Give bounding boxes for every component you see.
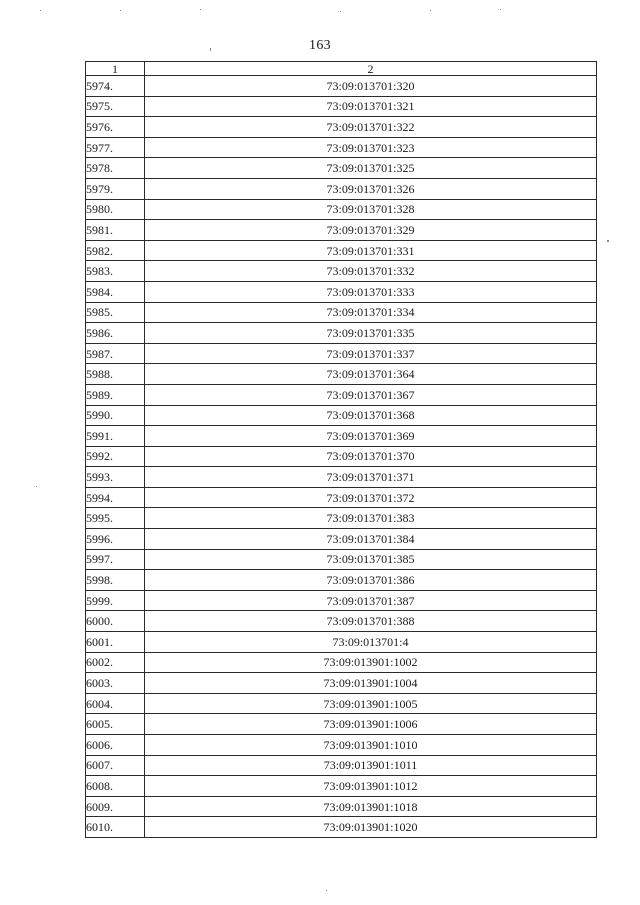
cadastral-number: 73:09:013701:320 <box>145 76 597 97</box>
table-row <box>86 776 597 797</box>
scan-speck <box>607 240 609 242</box>
row-number: 5983. <box>86 261 145 282</box>
cadastral-number: 73:09:013701:368 <box>145 405 597 426</box>
cadastral-number: 73:09:013901:1018 <box>145 796 597 817</box>
table-row <box>86 590 597 611</box>
scan-speck <box>200 9 201 10</box>
cadastral-number: 73:09:013701:367 <box>145 384 597 405</box>
table-row <box>86 632 597 653</box>
cadastral-number: 73:09:013901:1004 <box>145 673 597 694</box>
row-number: 6004. <box>86 693 145 714</box>
cadastral-number: 73:09:013701:321 <box>145 96 597 117</box>
row-number: 5994. <box>86 487 145 508</box>
scan-speck <box>430 10 431 11</box>
column-header-number: 1 <box>86 62 145 76</box>
cadastral-number: 73:09:013701:326 <box>145 178 597 199</box>
table-row <box>86 364 597 385</box>
table-row <box>86 261 597 282</box>
page-number: 163 <box>309 38 331 53</box>
table-row <box>86 302 597 323</box>
table-row <box>86 76 597 97</box>
row-number: 6000. <box>86 611 145 632</box>
table-row <box>86 693 597 714</box>
row-number: 5991. <box>86 426 145 447</box>
column-header-cadastral-id: 2 <box>145 62 597 76</box>
cadastral-number: 73:09:013701:328 <box>145 199 597 220</box>
cadastral-number: 73:09:013701:370 <box>145 446 597 467</box>
table-row <box>86 467 597 488</box>
row-number: 5996. <box>86 529 145 550</box>
scan-speck <box>36 486 37 487</box>
table-row <box>86 117 597 138</box>
cadastral-number: 73:09:013701:325 <box>145 158 597 179</box>
row-number: 6007. <box>86 755 145 776</box>
table-row <box>86 755 597 776</box>
cadastral-number: 73:09:013701:372 <box>145 487 597 508</box>
scan-speck <box>120 10 121 11</box>
row-number: 6005. <box>86 714 145 735</box>
table-row <box>86 281 597 302</box>
row-number: 6010. <box>86 817 145 838</box>
row-number: 6002. <box>86 652 145 673</box>
row-number: 5980. <box>86 199 145 220</box>
row-number: 5979. <box>86 178 145 199</box>
cadastral-number: 73:09:013701:4 <box>145 632 597 653</box>
row-number: 6008. <box>86 776 145 797</box>
row-number: 5997. <box>86 549 145 570</box>
row-number: 5976. <box>86 117 145 138</box>
row-number: 5985. <box>86 302 145 323</box>
row-number: 5977. <box>86 137 145 158</box>
scan-speck <box>326 890 327 891</box>
table-row <box>86 508 597 529</box>
row-number: 5992. <box>86 446 145 467</box>
cadastral-number: 73:09:013901:1005 <box>145 693 597 714</box>
row-number: 5981. <box>86 220 145 241</box>
cadastral-number: 73:09:013701:384 <box>145 529 597 550</box>
row-number: 5988. <box>86 364 145 385</box>
row-number: 5975. <box>86 96 145 117</box>
table-row <box>86 673 597 694</box>
cadastral-number: 73:09:013701:369 <box>145 426 597 447</box>
cadastral-number: 73:09:013701:371 <box>145 467 597 488</box>
cadastral-number: 73:09:013701:387 <box>145 590 597 611</box>
table-row <box>86 343 597 364</box>
table-row <box>86 199 597 220</box>
row-number: 6003. <box>86 673 145 694</box>
table-row <box>86 570 597 591</box>
cadastral-number: 73:09:013901:1002 <box>145 652 597 673</box>
table-row <box>86 549 597 570</box>
cadastral-number: 73:09:013701:331 <box>145 240 597 261</box>
row-number: 6006. <box>86 735 145 756</box>
cadastral-number: 73:09:013701:329 <box>145 220 597 241</box>
table-row <box>86 735 597 756</box>
table-row <box>86 426 597 447</box>
table-body <box>86 76 597 838</box>
cadastral-number: 73:09:013701:333 <box>145 281 597 302</box>
table-header-row <box>86 62 597 76</box>
table-row <box>86 652 597 673</box>
row-number: 5987. <box>86 343 145 364</box>
table-row <box>86 529 597 550</box>
row-number: 5982. <box>86 240 145 261</box>
table-row <box>86 817 597 838</box>
table-row <box>86 220 597 241</box>
row-number: 6001. <box>86 632 145 653</box>
row-number: 5986. <box>86 323 145 344</box>
cadastral-number: 73:09:013701:385 <box>145 549 597 570</box>
scan-speck <box>340 11 341 12</box>
cadastral-number: 73:09:013701:388 <box>145 611 597 632</box>
table-row <box>86 714 597 735</box>
cadastral-number: 73:09:013901:1006 <box>145 714 597 735</box>
cadastral-number: 73:09:013701:337 <box>145 343 597 364</box>
table-row <box>86 96 597 117</box>
table-row <box>86 405 597 426</box>
cadastral-number: 73:09:013701:386 <box>145 570 597 591</box>
cadastral-number: 73:09:013701:335 <box>145 323 597 344</box>
row-number: 5984. <box>86 281 145 302</box>
cadastral-number: 73:09:013901:1012 <box>145 776 597 797</box>
cadastral-number: 73:09:013901:1011 <box>145 755 597 776</box>
table-row <box>86 796 597 817</box>
row-number: 5978. <box>86 158 145 179</box>
table-row <box>86 178 597 199</box>
table-row <box>86 158 597 179</box>
cadastral-number: 73:09:013901:1010 <box>145 735 597 756</box>
row-number: 6009. <box>86 796 145 817</box>
table-row <box>86 611 597 632</box>
cadastral-number: 73:09:013701:364 <box>145 364 597 385</box>
row-number: 5974. <box>86 76 145 97</box>
cadastral-number: 73:09:013701:334 <box>145 302 597 323</box>
cadastral-number: 73:09:013701:322 <box>145 117 597 138</box>
cadastral-number: 73:09:013901:1020 <box>145 817 597 838</box>
table-row <box>86 446 597 467</box>
cadastral-number: 73:09:013701:332 <box>145 261 597 282</box>
table-row <box>86 137 597 158</box>
table-row <box>86 240 597 261</box>
table-row <box>86 384 597 405</box>
scan-speck <box>500 9 501 10</box>
row-number: 5993. <box>86 467 145 488</box>
row-number: 5998. <box>86 570 145 591</box>
row-number: 5989. <box>86 384 145 405</box>
table-row <box>86 323 597 344</box>
scan-speck <box>40 10 41 11</box>
cadastral-number: 73:09:013701:383 <box>145 508 597 529</box>
cadastral-number: 73:09:013701:323 <box>145 137 597 158</box>
table-row <box>86 487 597 508</box>
registry-table <box>85 61 597 838</box>
row-number: 5999. <box>86 590 145 611</box>
row-number: 5995. <box>86 508 145 529</box>
row-number: 5990. <box>86 405 145 426</box>
